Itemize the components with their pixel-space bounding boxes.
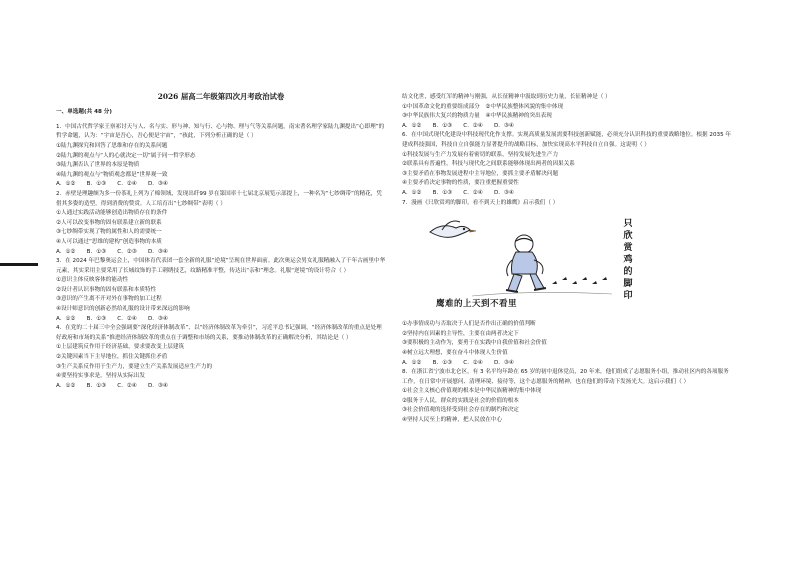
section-heading: 一、单选题(共 48 分): [56, 108, 112, 115]
footprints-icon: [552, 277, 607, 284]
person-icon: [506, 235, 546, 292]
right-line: 6．在中国式现代化建设中科技现代化作支撑。实现高质量发展需要科技创新赋能，必须充分认识科技的重要战略地位。根据 2035 年建成科技强国，科技自立自强能力显著提升的战略目标，加快实现高水平科技自立自强。这说明（ ）: [402, 132, 732, 148]
left-line: ②陆九渊的观点与“人的心就决定一切”属于同一哲学形态: [56, 152, 196, 159]
exam-title: 2026 届高二年级第四次月考政治试卷: [157, 92, 285, 101]
left-line: 4．在党的二十届三中全会强调要“深化经济体制改革”、以“经济体制改革为牵引”，习近平总书记强调，“经济体制改革的重点是处理好政府和市场的关系”推进经济体制改革的重点在于调整和市场的关系，要推动体制改革的正确解决分析，其结论是（ ）: [56, 325, 382, 341]
right-line: ③社会价值观的选择受到社会存在的制约和决定: [402, 407, 519, 414]
cartoon-caption: 鹰难的上天到不看里: [436, 299, 518, 310]
left-line: ①陆九渊探究和回答了思维和存在的关系问题: [56, 142, 168, 149]
right-line: ③要积极的主动作为，要勇于在实践中自我价值和社会价值: [402, 340, 547, 347]
right-line: 结文化世，感受红军的精神与刚强，从长征精神中汲取到历史力量，长征精神是（ ）: [402, 94, 611, 100]
left-line: ④设计师意识的创新必然给礼服的设计带来深远的影响: [56, 306, 190, 313]
right-column: [402, 93, 732, 426]
left-line: ③陆九渊否认了世界的本原是物质: [56, 162, 140, 169]
right-line: ③中华民族伟大复兴的物质力量 ④中华民族精神的突出表现: [402, 113, 552, 120]
left-line: ④陆九渊的观点与“物质观念都是”世界观一致: [56, 171, 168, 178]
left-line: ②人可以改变事物的固有联系建立新的联系: [56, 219, 162, 226]
bird-icon: [430, 221, 476, 237]
left-column: [56, 102, 386, 391]
right-line: ②服务于人民，群众的实践是社会的价值的根本: [402, 397, 519, 404]
right-line: ①科技发展与生产力发展有着密切的联系，坚持发展先进生产力: [402, 151, 559, 158]
left-line: ③意识的产生离不开对外在事物的加工过程: [56, 296, 162, 303]
left-line: ②关键因素当下主导地位，抓住关键抓住矛盾: [56, 354, 168, 361]
left-line: ②设计者认识事物的固有联系和本质特性: [56, 286, 157, 293]
left-line: A．①② B．①③ C．②③ D．③④: [56, 248, 168, 255]
left-line: 3．在 2024 年巴黎奥运会上，中国体育代表团一套全新的礼服“逆境”呈现在世界面前。此次奥运会男女礼服精融入了千年古画里中华元素，其实采用主要采用了长城纹饰的手工刺绣技艺，纹路精准平整，传达出“亲和”理念。礼服“逆境”的设计符合（ ）: [56, 258, 386, 274]
right-line: ③主要矛盾在事物发展进程中主导地位，要抓主要矛盾解决问题: [402, 170, 559, 177]
left-line: ①人通过实践活动能够创造出物质存在的条件: [56, 210, 168, 217]
left-line: A．①② B．①③ C．②④ D．③④: [56, 181, 168, 188]
right-line: ①社会主义核心价值观的根本是中华民族精神的集中体现: [402, 388, 542, 395]
left-line: 1．中国古代哲学家王禀祁讨天与人、名与实、形与神、知与行、心与物、理与气等关系问题。南宋著名理学家陆九渊提出“心即理”的哲学命题，认为：“宇宙是吾心，吾心便是宇宙”，“孩此，下列分析正确的是（ ）: [56, 123, 385, 140]
left-edge-mark: [0, 263, 38, 266]
left-line: A．①② B．①③ C．②④ D．③④: [56, 315, 168, 322]
right-line: A．①② B．①③ C．②④ D．③④: [402, 359, 514, 366]
right-line: 7．漫画《只欣赏鸡的脚印，看不到天上的雄鹰》启示我们（ ）: [402, 199, 559, 206]
left-line: 2．赤壁是理趣颇为多一份茶礼上列为了棉领域，发现出纤99 岁在第国率十七届北京展览示部提上，一种名为“七纱绸带”的精花，凭借其多姿的造型，得到消费的赞赏。人工培育出“七纱绸带”表明（ ）: [56, 190, 382, 207]
left-line: ④人可以通过“思维的建构”创造事物的本质: [56, 238, 162, 245]
right-line: A．①② B．①③ C．②④ D．③④: [402, 122, 514, 129]
left-line: ①意识主体反映客体的能动性: [56, 277, 129, 284]
right-line: A．①② B．①③ C．②④ D．③④: [402, 189, 514, 196]
right-line: 8．在浙江省宁波市北仑区，有 3 名平均年龄在 65 岁的初中退休党员，20 年来，他们组成了志愿服务小组，推动社区内的各项服务工作，在日常中开展慰问、清理环境、接待等，这个志愿服务的精神，也在他们的带动下发扬光大。这启示我们（ ）: [402, 369, 729, 385]
right-line: ④树立远大理想，要在奋斗中体现人生价值: [402, 349, 508, 356]
cartoon-vertical-text: 只欣赏鸡的脚印: [623, 219, 633, 302]
left-line: A．①② B．①③ C．②④ D．③④: [56, 382, 168, 389]
left-line: ③七纱绸带实现了物的属性和人的需要统一: [56, 229, 162, 236]
left-line: ①上层建筑反作用于经济基础，要求要改变上层建筑: [56, 344, 185, 351]
cartoon-image: [412, 210, 642, 318]
right-line: ④坚持人民至上的精神，把人民放在中心: [402, 417, 503, 424]
right-line: ④主要矛盾决定事物的性质，要注重把握重要性: [402, 180, 519, 187]
left-line: ③生产关系反作用于生产力，要建立生产关系发展适应生产力的: [56, 363, 213, 370]
right-line: ①办事情成功与否取决于人们是否作出正确的价值判断: [402, 321, 536, 328]
right-line: ②坚持内在因素的主导性，主要在由两者决定下: [402, 330, 519, 337]
right-line: ②联系具有普遍性，科技与现代化之间联系能够体现出两者的因果关系: [402, 161, 575, 168]
left-line: ④要坚持实事求是，坚持从实际出发: [56, 373, 145, 380]
right-line: ①中国革命文化的重要组成部分 ②中华民族整体风貌的集中体现: [402, 103, 564, 110]
